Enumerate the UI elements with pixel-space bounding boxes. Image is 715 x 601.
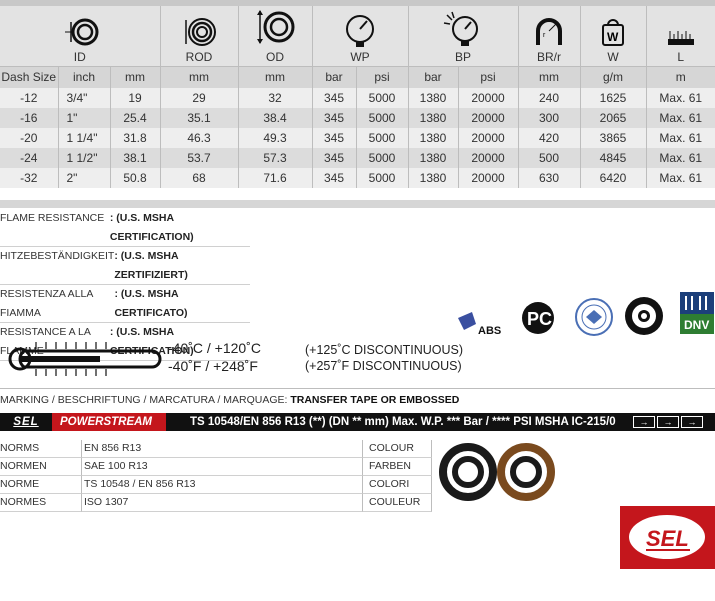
unit-cell: g/m	[580, 66, 646, 88]
norms-key: NORMES	[0, 494, 82, 512]
table-cell: 38.4	[238, 108, 312, 128]
table-cell: 1 1/4"	[58, 128, 110, 148]
unit-cell: Dash Size	[0, 66, 58, 88]
norms-row	[0, 458, 432, 476]
sel-logo-text: SEL	[646, 526, 689, 551]
colour-swatches	[438, 442, 560, 504]
header-id-label: ID	[73, 49, 86, 64]
header-wp-label: WP	[350, 49, 370, 64]
table-cell: Max. 61	[646, 108, 715, 128]
thermometer-icon	[2, 338, 162, 380]
table-cell: -20	[0, 128, 58, 148]
hose-marking-bar	[0, 413, 715, 431]
table-cell: 3/4"	[58, 88, 110, 108]
colour-label: COLORI	[362, 476, 432, 494]
arrow-right-icon: →	[681, 416, 703, 428]
abs-logo-text: ABS	[478, 325, 502, 337]
norms-table	[0, 440, 432, 512]
norms-row	[0, 440, 432, 458]
table-cell: Max. 61	[646, 128, 715, 148]
sel-logo	[620, 506, 715, 569]
hose-marking-text: TS 10548/EN 856 R13 (**) (DN ** mm) Max. W.P. *** Bar / **** PSI MSHA IC-215/0	[190, 416, 616, 428]
table-cell: 25.4	[110, 108, 160, 128]
flame-line	[0, 209, 250, 247]
norms-value: SAE 100 R13	[82, 458, 362, 476]
working-pressure-gauge-icon	[343, 13, 377, 47]
flame-value: : (U.S. MSHA CERTIFICATION)	[109, 212, 194, 243]
svg-text:W: W	[607, 29, 619, 44]
rod-icon	[178, 17, 220, 47]
flame-label: RESISTANCE A LA FLAMME	[0, 326, 91, 357]
header-bp	[408, 6, 518, 66]
header-id	[0, 6, 160, 66]
table-cell: 38.1	[110, 148, 160, 168]
table-cell: 68	[160, 168, 238, 188]
table-cell: 71.6	[238, 168, 312, 188]
table-cell: 240	[518, 88, 580, 108]
brown-hose-swatch	[501, 447, 551, 497]
header-od	[238, 6, 312, 66]
gost-logo	[522, 302, 554, 334]
norms-key: NORMS	[0, 440, 82, 458]
table-cell: 32	[238, 88, 312, 108]
norms-row	[0, 494, 432, 512]
header-wp	[312, 6, 408, 66]
flame-value: : (U.S. MSHA ZERTIFIZIERT)	[114, 250, 188, 281]
unit-cell: mm	[518, 66, 580, 88]
table-cell: 20000	[458, 148, 518, 168]
table-cell: 31.8	[110, 128, 160, 148]
table-row	[0, 168, 715, 188]
table-row	[0, 88, 715, 108]
table-cell: 5000	[356, 128, 408, 148]
colour-label: COLOUR	[362, 440, 432, 458]
norms-value: TS 10548 / EN 856 R13	[82, 476, 362, 494]
table-cell: 20000	[458, 128, 518, 148]
weight-icon	[600, 15, 626, 47]
table-row	[0, 128, 715, 148]
table-cell: 2065	[580, 108, 646, 128]
table-cell: 6420	[580, 168, 646, 188]
norms-row	[0, 476, 432, 494]
header-l-label: L	[677, 49, 685, 64]
temperature-range	[168, 339, 261, 375]
table-row	[0, 148, 715, 168]
table-footer-band	[0, 200, 715, 208]
table-cell: 345	[312, 108, 356, 128]
table-cell: 20000	[458, 168, 518, 188]
unit-cell: mm	[238, 66, 312, 88]
table-cell: 1"	[58, 108, 110, 128]
table-cell: 2"	[58, 168, 110, 188]
brand-sel: SEL	[13, 416, 39, 428]
table-cell: 5000	[356, 108, 408, 128]
colour-label: FARBEN	[362, 458, 432, 476]
norms-value: EN 856 R13	[82, 440, 362, 458]
table-cell: 50.8	[110, 168, 160, 188]
flame-value: : (U.S. MSHA CERTIFICATO)	[114, 288, 188, 319]
table-cell: -24	[0, 148, 58, 168]
unit-cell: mm	[110, 66, 160, 88]
norms-key: NORME	[0, 476, 82, 494]
product-name: POWERSTREAM	[52, 413, 166, 431]
table-cell: 53.7	[160, 148, 238, 168]
table-cell: 1380	[408, 168, 458, 188]
table-cell: Max. 61	[646, 148, 715, 168]
unit-cell: mm	[160, 66, 238, 88]
discontinuous-fahrenheit: (+257˚F DISCONTINUOUS)	[305, 359, 462, 373]
table-cell: 5000	[356, 88, 408, 108]
table-cell: Max. 61	[646, 88, 715, 108]
flame-line	[0, 247, 250, 285]
marking-value: TRANSFER TAPE OR EMBOSSED	[290, 394, 460, 406]
table-cell: 630	[518, 168, 580, 188]
table-cell: 29	[160, 88, 238, 108]
discontinuous-temperature	[305, 342, 463, 374]
header-br	[518, 6, 580, 66]
table-cell: 49.3	[238, 128, 312, 148]
table-row	[0, 108, 715, 128]
table-cell: 1625	[580, 88, 646, 108]
table-cell: 1 1/2"	[58, 148, 110, 168]
table-cell: 1380	[408, 128, 458, 148]
header-br-label: BR/r	[537, 49, 561, 64]
norms-key: NORMEN	[0, 458, 82, 476]
flame-label: RESISTENZA ALLA FIAMMA	[0, 288, 93, 319]
table-cell: 5000	[356, 148, 408, 168]
header-l	[646, 6, 715, 66]
table-cell: 4845	[580, 148, 646, 168]
temperature-fahrenheit: -40˚F / +248˚F	[168, 358, 258, 374]
length-ruler-icon	[666, 25, 696, 47]
dnv-logo-text: DNV	[684, 318, 710, 332]
table-cell: 500	[518, 148, 580, 168]
flow-arrows	[633, 416, 703, 428]
table-cell: -12	[0, 88, 58, 108]
unit-cell: psi	[356, 66, 408, 88]
arrow-right-icon: →	[657, 416, 679, 428]
table-cell: 345	[312, 128, 356, 148]
table-cell: 20000	[458, 88, 518, 108]
norms-value: ISO 1307	[82, 494, 362, 512]
table-cell: 3865	[580, 128, 646, 148]
bend-radius-icon	[532, 15, 566, 47]
unit-cell: bar	[312, 66, 356, 88]
gost-logo-text: PC	[527, 309, 553, 329]
arrow-right-icon: →	[633, 416, 655, 428]
flame-label: HITZEBESTÄNDIGKEIT	[0, 250, 115, 262]
table-cell: 300	[518, 108, 580, 128]
table-cell: 57.3	[238, 148, 312, 168]
flame-line	[0, 285, 250, 323]
temperature-celsius: -40˚C / +120˚C	[168, 340, 261, 356]
outer-diameter-icon	[254, 7, 296, 47]
dnv-logo	[680, 292, 714, 334]
abs-logo	[458, 312, 501, 337]
msha-seal-logo	[576, 299, 612, 335]
burst-pressure-gauge-icon	[441, 11, 485, 47]
header-bp-label: BP	[454, 49, 471, 64]
table-cell: 345	[312, 168, 356, 188]
table-cell: 19	[110, 88, 160, 108]
table-cell: 5000	[356, 168, 408, 188]
flame-value: : (U.S. MSHA CERTIFICATION)	[109, 326, 194, 357]
inner-diameter-icon	[59, 17, 101, 47]
table-cell: 20000	[458, 108, 518, 128]
header-w-label: W	[607, 49, 619, 64]
table-cell: 345	[312, 88, 356, 108]
black-hose-swatch	[443, 447, 493, 497]
table-cell: 1380	[408, 108, 458, 128]
svg-text:r: r	[543, 31, 546, 39]
table-cell: Max. 61	[646, 168, 715, 188]
table-cell: 420	[518, 128, 580, 148]
certification-logos	[456, 290, 715, 338]
table-cell: 46.3	[160, 128, 238, 148]
table-cell: -16	[0, 108, 58, 128]
marking-label: MARKING / BESCHRIFTUNG / MARCATURA / MARQUAGE:	[0, 394, 288, 406]
flame-label: FLAME RESISTANCE	[0, 212, 105, 224]
table-cell: 345	[312, 148, 356, 168]
unit-cell: inch	[58, 66, 110, 88]
header-rod	[160, 6, 238, 66]
discontinuous-celsius: (+125˚C DISCONTINUOUS)	[305, 343, 464, 357]
sel-logo-mark	[620, 506, 715, 569]
marking-line	[0, 388, 715, 408]
header-od-label: OD	[266, 49, 284, 64]
unit-cell: bar	[408, 66, 458, 88]
table-cell: 1380	[408, 148, 458, 168]
table-cell: -32	[0, 168, 58, 188]
unit-cell: psi	[458, 66, 518, 88]
ship-wheel-logo	[625, 297, 663, 335]
header-rod-label: ROD	[185, 49, 213, 64]
header-w	[580, 6, 646, 66]
table-cell: 1380	[408, 88, 458, 108]
table-cell: 35.1	[160, 108, 238, 128]
spec-table	[0, 6, 715, 188]
unit-cell: m	[646, 66, 715, 88]
colour-label: COULEUR	[362, 494, 432, 512]
